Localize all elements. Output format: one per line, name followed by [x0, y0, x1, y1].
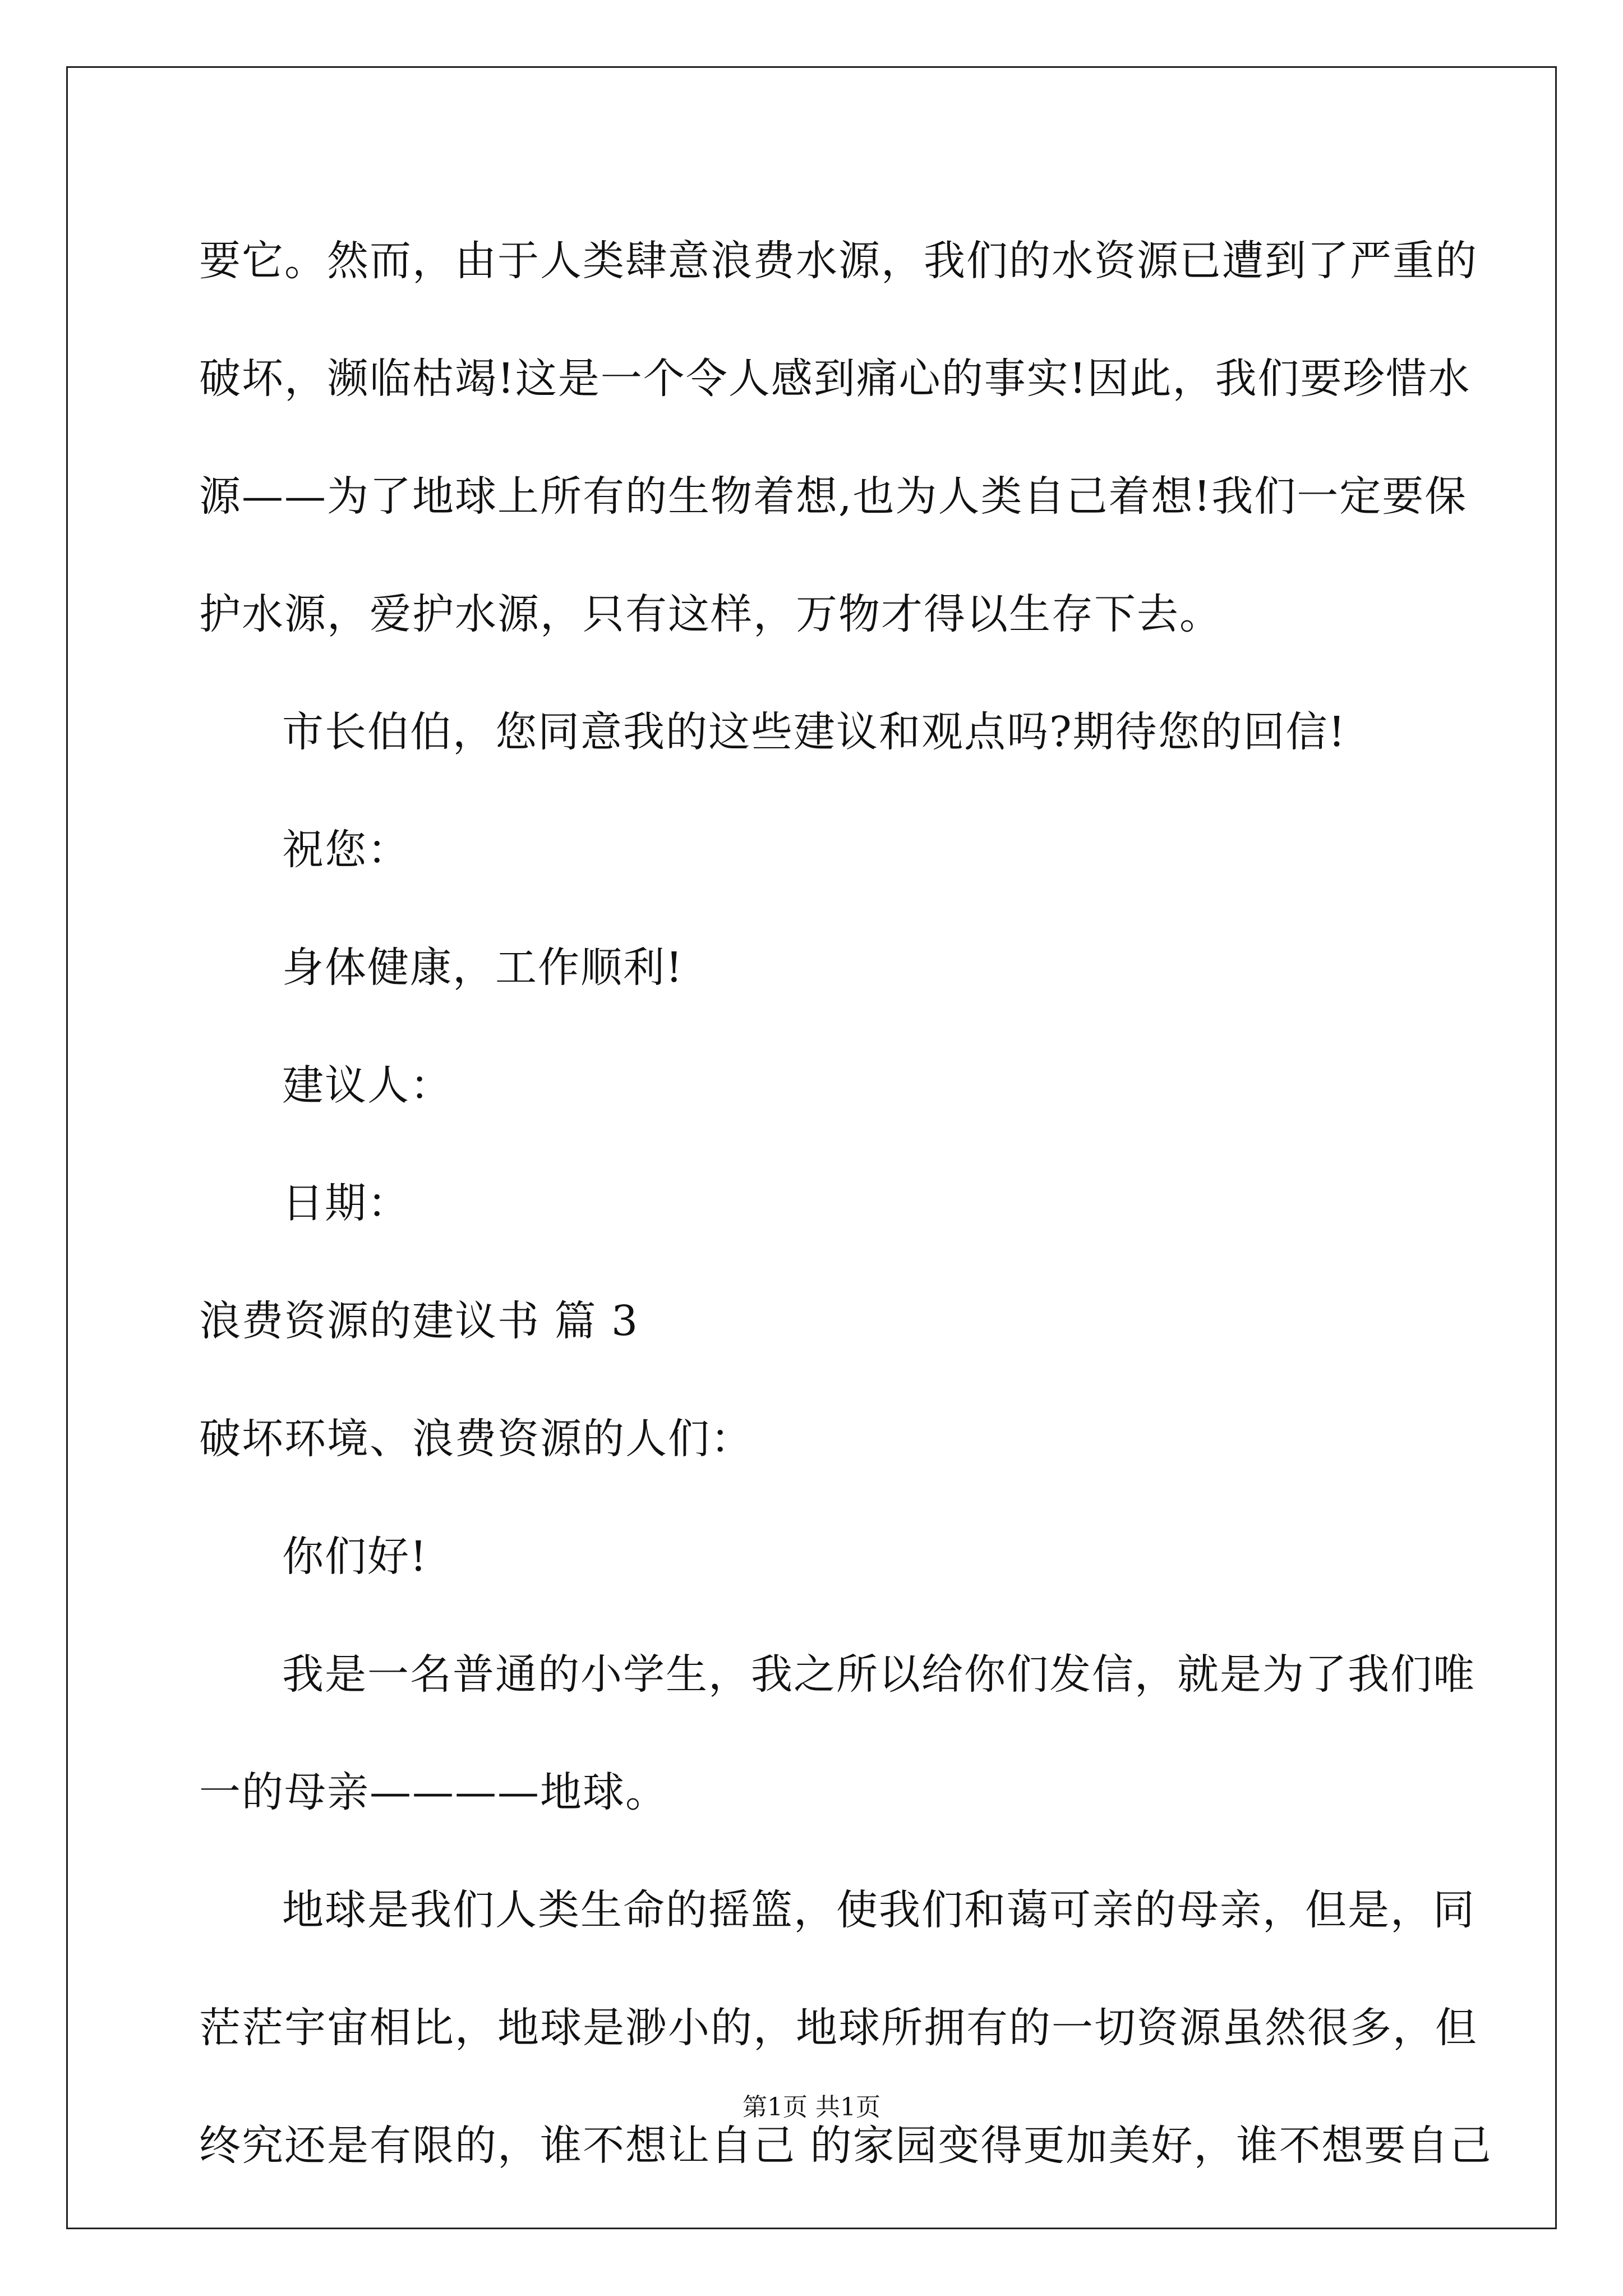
- paragraph-question: 市长伯伯，您同意我的这些建议和观点吗?期待您的回信!: [282, 708, 1347, 756]
- text-line: 破坏，濒临枯竭!这是一个令人感到痛心的事实!因此，我们要珍惜水: [199, 355, 1471, 403]
- text-line: 终究还是有限的，谁不想让自己 的家园变得更加美好，谁不想要自己: [199, 2122, 1492, 2170]
- addressee-line: 破坏环境、浪费资源的人们：: [199, 1415, 753, 1463]
- text-line: 要它。然而，由于人类肆意浪费水源，我们的水资源已遭到了严重的: [199, 237, 1478, 285]
- section-title: 浪费资源的建议书 篇 3: [199, 1297, 639, 1345]
- page-footer: 第1页 共1页: [743, 2093, 880, 2122]
- salutation-line: 你们好!: [282, 1533, 428, 1581]
- text-line: 我是一名普通的小学生，我之所以给你们发信，就是为了我们唯: [282, 1650, 1476, 1699]
- text-line: 护水源，爱护水源，只有这样，万物才得以生存下去。: [199, 590, 1222, 638]
- paragraph-greeting: 祝您：: [282, 826, 410, 874]
- paragraph-wish: 身体健康，工作顺利!: [282, 944, 684, 992]
- text-line: 茫茫宇宙相比，地球是渺小的，地球所拥有的一切资源虽然很多，但: [199, 2004, 1478, 2052]
- text-line: 地球是我们人类生命的摇篮，使我们和蔼可亲的母亲，但是，同: [282, 1886, 1476, 1934]
- document-body: [199, 202, 1492, 2205]
- paragraph-water-protection: [199, 202, 1478, 673]
- paragraph-earth: [199, 1851, 1492, 2205]
- paragraph-introduction: [199, 1616, 1476, 1851]
- text-line: 一的母亲————地球。: [199, 1768, 668, 1816]
- paragraph-suggester: 建议人：: [282, 1061, 453, 1110]
- paragraph-date: 日期：: [282, 1179, 410, 1227]
- text-line: 源——为了地球上所有的生物着想,也为人类自己着想!我们一定要保: [199, 472, 1468, 521]
